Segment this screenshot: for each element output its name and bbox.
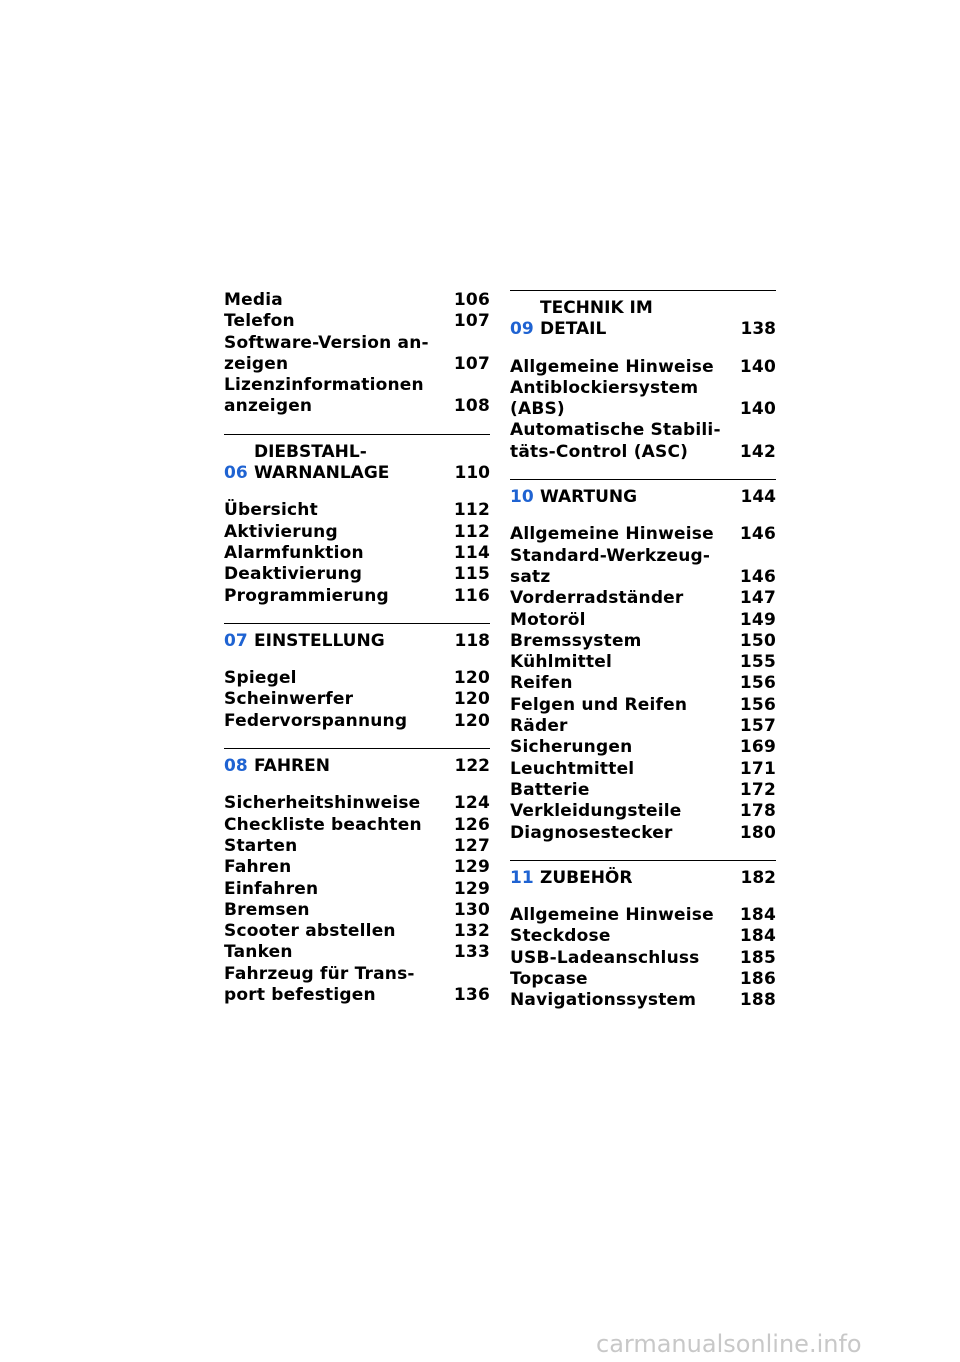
toc-entry[interactable] bbox=[510, 759, 776, 780]
toc-entry-page: 130 bbox=[453, 899, 490, 920]
toc-entry-page: 188 bbox=[739, 990, 776, 1011]
toc-entry-title: Telefon bbox=[224, 311, 295, 332]
toc-entry-title: Spiegel bbox=[224, 668, 297, 689]
toc-entry[interactable] bbox=[510, 926, 776, 947]
toc-entry-title: Bremssystem bbox=[510, 630, 642, 651]
toc-entry-page: 156 bbox=[739, 694, 776, 715]
toc-entry-page: 120 bbox=[453, 689, 490, 710]
toc-entry-page: 140 bbox=[739, 356, 776, 377]
toc-entry-title: Fahrzeug für Trans- port befestigen bbox=[224, 963, 415, 1006]
toc-section-heading[interactable] bbox=[510, 298, 776, 341]
toc-section-heading[interactable] bbox=[510, 868, 776, 889]
toc-entry-title: Steckdose bbox=[510, 926, 611, 947]
toc-entry-page: 180 bbox=[739, 822, 776, 843]
toc-entry[interactable] bbox=[510, 990, 776, 1011]
toc-entry-title: Alarmfunktion bbox=[224, 542, 364, 563]
toc-entry-page: 169 bbox=[739, 737, 776, 758]
toc-entry-title: Tanken bbox=[224, 942, 293, 963]
toc-entry-page: 149 bbox=[739, 609, 776, 630]
toc-entry[interactable] bbox=[224, 921, 490, 942]
toc-entry-title: Software-Version an- zeigen bbox=[224, 332, 429, 374]
toc-entry[interactable] bbox=[224, 500, 490, 521]
toc-entry[interactable] bbox=[510, 524, 776, 545]
toc-entry-title: Lizenzinformationen anzeigen bbox=[224, 375, 424, 417]
toc-entry[interactable] bbox=[224, 668, 490, 689]
toc-entry-title: Starten bbox=[224, 835, 298, 856]
toc-entry-page: 172 bbox=[739, 779, 776, 800]
toc-entry[interactable] bbox=[224, 290, 490, 311]
toc-entry[interactable] bbox=[224, 857, 490, 878]
toc-entry-page: 157 bbox=[739, 716, 776, 737]
toc-entry-title: Diagnosestecker bbox=[510, 822, 673, 843]
toc-section-heading[interactable] bbox=[224, 442, 490, 485]
toc-entry-title: Navigationssystem bbox=[510, 990, 697, 1011]
toc-entry[interactable] bbox=[224, 815, 490, 836]
toc-entry-page: 108 bbox=[453, 396, 490, 417]
toc-entry[interactable] bbox=[510, 716, 776, 737]
toc-entry-page: 127 bbox=[453, 835, 490, 856]
toc-entry-title: Scooter abstellen bbox=[224, 921, 396, 942]
toc-entry-title: Antiblockiersystem (ABS) bbox=[510, 377, 699, 420]
toc-entry-title: Felgen und Reifen bbox=[510, 694, 688, 715]
toc-entry[interactable] bbox=[224, 942, 490, 963]
toc-entry[interactable] bbox=[224, 964, 490, 1007]
toc-entry-title: Deaktivierung bbox=[224, 564, 363, 585]
toc-entry-title: Standard-Werkzeug- satz bbox=[510, 545, 711, 587]
toc-entry-title: Programmierung bbox=[224, 585, 389, 606]
toc-entry-page: 155 bbox=[739, 652, 776, 673]
toc-entry[interactable] bbox=[510, 695, 776, 716]
toc-entry-page: 184 bbox=[739, 926, 776, 947]
toc-entry-title: Sicherungen bbox=[510, 737, 633, 758]
toc-entry[interactable] bbox=[510, 652, 776, 673]
toc-entry[interactable] bbox=[510, 610, 776, 631]
toc-entry-title: Scheinwerfer bbox=[224, 689, 354, 710]
toc-entry-title: Fahren bbox=[224, 857, 292, 878]
toc-entry-title: Allgemeine Hinweise bbox=[510, 524, 714, 545]
toc-entry-title: Topcase bbox=[510, 969, 588, 990]
toc-entry-page: 112 bbox=[453, 521, 490, 542]
toc-entry-page: 171 bbox=[739, 758, 776, 779]
toc-entry[interactable] bbox=[224, 836, 490, 857]
toc-entry-page: 116 bbox=[453, 585, 490, 606]
toc-entry-title: Kühlmittel bbox=[510, 652, 613, 673]
toc-entry-title: Batterie bbox=[510, 779, 590, 800]
toc-entry-page: 142 bbox=[739, 441, 776, 462]
toc-entry[interactable] bbox=[224, 793, 490, 814]
toc-entry[interactable] bbox=[510, 420, 776, 463]
toc-entry-title: Aktivierung bbox=[224, 521, 338, 542]
toc-entry[interactable] bbox=[224, 879, 490, 900]
toc-entry-title: Media bbox=[224, 290, 283, 310]
section-page: 182 bbox=[740, 867, 776, 888]
toc-entry-page: 146 bbox=[739, 524, 776, 545]
section-title: DIEBSTAHL- WARNANLAGE bbox=[254, 441, 390, 484]
toc-entry-page: 150 bbox=[739, 630, 776, 651]
toc-entry-page: 124 bbox=[453, 793, 490, 814]
toc-section-heading[interactable] bbox=[224, 756, 490, 777]
section-title: ZUBEHÖR bbox=[540, 867, 633, 888]
toc-entry[interactable] bbox=[224, 689, 490, 710]
section-number: 11 bbox=[510, 867, 534, 888]
toc-entry-title: Reifen bbox=[510, 673, 573, 694]
toc-section bbox=[224, 623, 490, 732]
toc-entry[interactable] bbox=[510, 969, 776, 990]
section-title: WARTUNG bbox=[540, 487, 638, 508]
toc-entry-title: Bremsen bbox=[224, 899, 310, 920]
toc-entry-page: 107 bbox=[453, 311, 490, 332]
toc-entry-page: 185 bbox=[739, 947, 776, 968]
toc-entry-page: 114 bbox=[453, 542, 490, 563]
toc-entry[interactable] bbox=[224, 543, 490, 564]
toc-entry-title: Verkleidungsteile bbox=[510, 801, 682, 822]
toc-entry-page: 126 bbox=[453, 814, 490, 835]
toc-entry[interactable] bbox=[224, 333, 490, 376]
toc-entry-page: 146 bbox=[739, 566, 776, 587]
toc-entry[interactable] bbox=[224, 522, 490, 543]
toc-section-heading[interactable] bbox=[224, 631, 490, 652]
toc-entry-page: 129 bbox=[453, 857, 490, 878]
toc-entry-page: 184 bbox=[739, 905, 776, 926]
watermark: carmanualsonline.info bbox=[596, 1330, 862, 1358]
toc-entry[interactable] bbox=[510, 948, 776, 969]
toc-entry-page: 133 bbox=[453, 942, 490, 963]
toc-entry-title: Checkliste beachten bbox=[224, 814, 422, 835]
toc-entry-title: USB-Ladeanschluss bbox=[510, 947, 700, 968]
toc-entry-title: Übersicht bbox=[224, 500, 318, 521]
toc-entry-page: 107 bbox=[453, 353, 490, 374]
toc-section bbox=[510, 860, 776, 1012]
toc-right-column bbox=[510, 290, 776, 1012]
toc-entry[interactable] bbox=[510, 588, 776, 609]
toc-entry[interactable] bbox=[510, 801, 776, 822]
toc-left-column bbox=[224, 290, 490, 1006]
section-page: 110 bbox=[454, 463, 490, 484]
section-number: 07 bbox=[224, 630, 248, 651]
toc-section bbox=[510, 290, 776, 463]
toc-entry-page: 147 bbox=[739, 588, 776, 609]
toc-entry-page: 129 bbox=[453, 878, 490, 899]
toc-entry-title: Vorderradständer bbox=[510, 588, 684, 609]
toc-entry[interactable] bbox=[510, 780, 776, 801]
toc-entry-title: Einfahren bbox=[224, 878, 319, 899]
toc-entry[interactable] bbox=[510, 737, 776, 758]
toc-entry[interactable] bbox=[510, 357, 776, 378]
toc-entry-page: 136 bbox=[453, 985, 490, 1006]
toc-entry[interactable] bbox=[224, 586, 490, 607]
toc-entry-page: 106 bbox=[453, 290, 490, 310]
toc-entry-page: 156 bbox=[739, 673, 776, 694]
toc-entry-page: 120 bbox=[453, 710, 490, 731]
toc-entry-title: Räder bbox=[510, 716, 568, 737]
toc-section-heading[interactable] bbox=[510, 487, 776, 508]
toc-entry-page: 132 bbox=[453, 921, 490, 942]
section-page: 118 bbox=[454, 630, 490, 651]
section-title: EINSTELLUNG bbox=[254, 630, 385, 651]
toc-entry-title: Federvorspannung bbox=[224, 710, 408, 731]
toc-entry-title: Leuchtmittel bbox=[510, 758, 635, 779]
toc-entry[interactable] bbox=[510, 673, 776, 694]
section-title: TECHNIK IM DETAIL bbox=[540, 298, 653, 340]
section-number: 09 bbox=[510, 319, 534, 340]
toc-entry-page: 186 bbox=[739, 969, 776, 990]
toc-entry[interactable] bbox=[224, 564, 490, 585]
toc-entry-title: Motoröl bbox=[510, 609, 586, 630]
toc-entry[interactable] bbox=[224, 375, 490, 418]
section-number: 06 bbox=[224, 463, 248, 484]
toc-section bbox=[510, 479, 776, 844]
toc-entry-page: 140 bbox=[739, 399, 776, 420]
toc-entry-title: Allgemeine Hinweise bbox=[510, 905, 714, 926]
toc-section bbox=[224, 434, 490, 607]
toc-entry[interactable] bbox=[510, 905, 776, 926]
toc-entry-title: Allgemeine Hinweise bbox=[510, 356, 714, 377]
toc-entry[interactable] bbox=[510, 823, 776, 844]
section-page: 138 bbox=[740, 319, 776, 340]
toc-entry-title: Sicherheitshinweise bbox=[224, 793, 421, 814]
toc-entry[interactable] bbox=[224, 900, 490, 921]
toc-entry[interactable] bbox=[510, 546, 776, 589]
toc-entry-page: 115 bbox=[453, 564, 490, 585]
section-title: FAHREN bbox=[254, 756, 330, 777]
toc-entry-page: 112 bbox=[453, 500, 490, 521]
toc-entry-title: Automatische Stabili- täts-Control (ASC) bbox=[510, 420, 721, 462]
toc-entry-page: 178 bbox=[739, 801, 776, 822]
toc-section bbox=[224, 748, 490, 1006]
toc-entry[interactable] bbox=[224, 711, 490, 732]
section-number: 08 bbox=[224, 756, 248, 777]
toc-entry-page: 120 bbox=[453, 668, 490, 689]
toc-entry[interactable] bbox=[510, 378, 776, 421]
toc-entry[interactable] bbox=[224, 311, 490, 332]
section-page: 122 bbox=[454, 756, 490, 777]
toc-entry[interactable] bbox=[510, 631, 776, 652]
section-page: 144 bbox=[740, 487, 776, 508]
section-number: 10 bbox=[510, 487, 534, 508]
